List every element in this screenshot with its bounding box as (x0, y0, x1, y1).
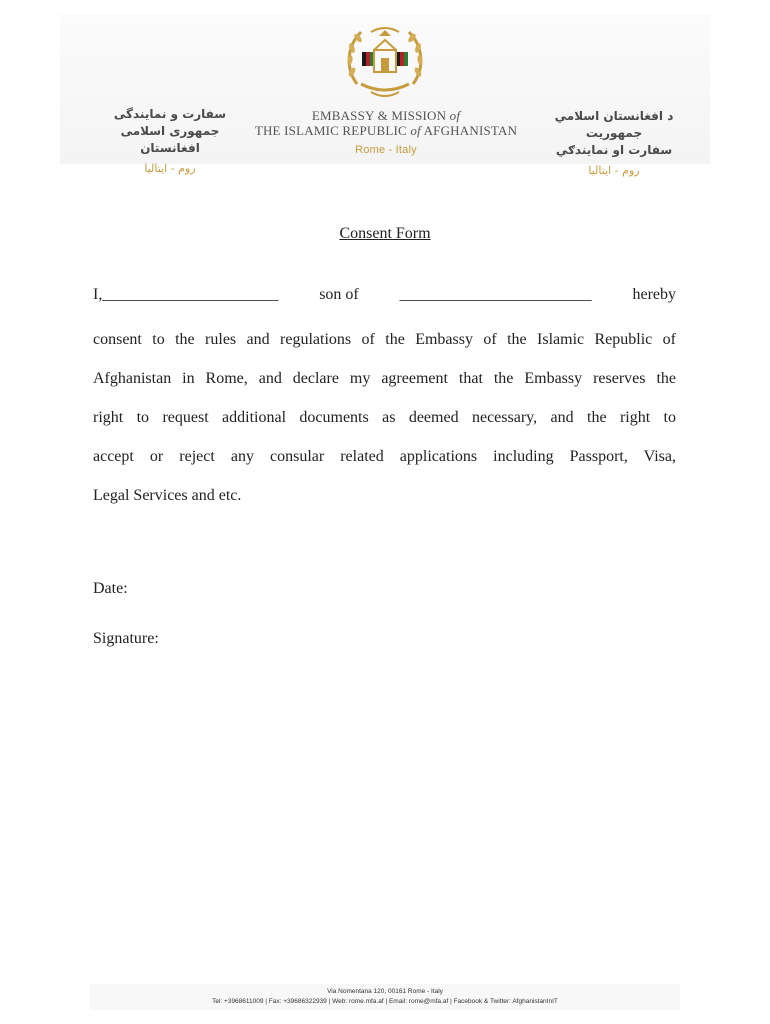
english-line-2-suffix: AFGHANISTAN (420, 123, 518, 138)
consent-paragraph (93, 320, 676, 515)
father-name-blank: ________________________ (399, 286, 592, 303)
english-line-2-of: of (410, 123, 421, 138)
signature-label: Signature: (93, 630, 159, 647)
pashto-city: روم - ایتالیا (588, 164, 640, 177)
english-line-1-text: EMBASSY & MISSION (311, 108, 450, 123)
dari-line-1: سفارت و نمایندگی (113, 107, 227, 121)
english-line-2 (250, 123, 522, 138)
footer (90, 984, 680, 1010)
paragraph-line: consent to the rules and regulations of the Embassy of the Islamic Republic of (93, 331, 676, 348)
dari-line-2: جمهوری اسلامی افغانستان (120, 124, 220, 155)
pashto-line-2: سفارت او نمایندګي (555, 143, 673, 157)
intro-line (93, 286, 676, 304)
son-of-label: son of (319, 286, 359, 303)
form-title: Consent Form (339, 225, 431, 242)
footer-address: Via Nomentana 120, 00161 Rome - Italy (327, 988, 443, 995)
name-blank: I,______________________ (93, 286, 279, 303)
dari-city: روم - ایتالیا (144, 162, 196, 175)
english-city: Rome - Italy (355, 144, 417, 156)
english-line-2-text: THE ISLAMIC REPUBLIC (254, 123, 411, 138)
date-label: Date: (93, 580, 128, 597)
english-line-1 (250, 108, 522, 123)
paragraph-line: Afghanistan in Rome, and declare my agreement that the Embassy reserves the (93, 370, 676, 387)
english-line-1-of: of (449, 108, 461, 123)
footer-contacts: Tel: +3968611009 | Fax: +39686322939 | Web: rome.mfa.af | Email: rome@mfa.af | Facebook & Twitter: AfghanistanInIT (212, 998, 558, 1005)
paragraph-line: Legal Services and etc. (93, 487, 242, 504)
hereby-label: hereby (632, 286, 676, 303)
letterhead-pashto (535, 108, 693, 179)
paragraph-line: right to request additional documents as deemed necessary, and the right to (93, 409, 676, 426)
afghanistan-emblem-icon (341, 22, 429, 104)
letterhead-english (250, 108, 522, 158)
pashto-line-1: د افغانستان اسلامي جمهوریت (554, 109, 674, 140)
paragraph-line: accept or reject any consular related applications including Passport, Visa, (93, 448, 676, 465)
letterhead-dari (95, 106, 245, 177)
